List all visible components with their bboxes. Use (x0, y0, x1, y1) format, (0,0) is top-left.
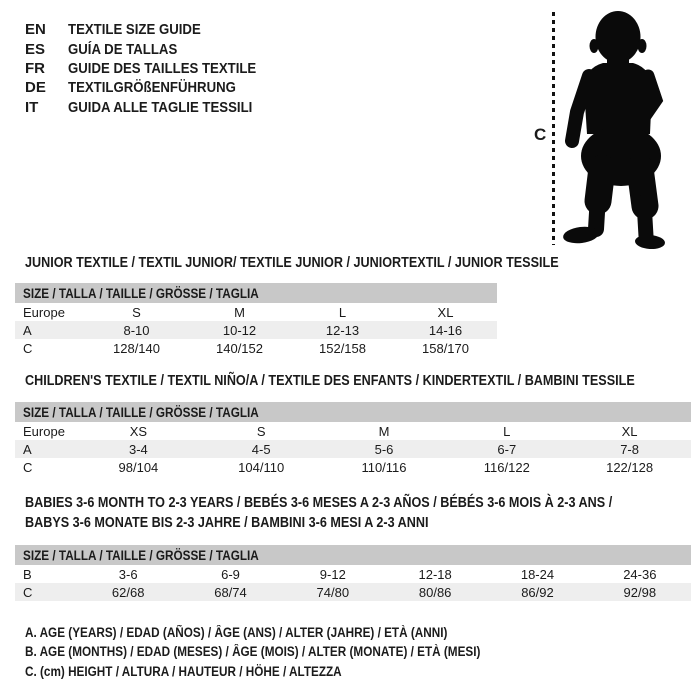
language-code: EN (25, 21, 46, 39)
language-label: GUIDA ALLE TAGLIE TESSILI (68, 98, 253, 116)
size-cell: 68/74 (214, 584, 247, 600)
table-row (15, 440, 691, 458)
language-row-es (25, 39, 282, 58)
language-code: DE (25, 79, 46, 97)
footnote-b-text: B. AGE (MONTHS) / EDAD (MESES) / ÂGE (MOIS) / ALTER (MONATE) / ETÀ (MESI) (25, 644, 481, 660)
size-cell: 86/92 (521, 584, 554, 600)
size-cell: 104/110 (238, 459, 285, 475)
size-cell: 7-8 (620, 441, 639, 457)
size-cell: 3-4 (129, 441, 148, 457)
language-row-de (25, 78, 282, 97)
row-label: C (23, 584, 33, 600)
junior-section-title (25, 254, 638, 274)
language-label: GUIDE DES TAILLES TEXTILE (68, 59, 257, 77)
size-header-bar (15, 283, 497, 303)
height-measure-label: C (534, 125, 547, 144)
footnote-c (25, 662, 548, 681)
toddler-silhouette-icon (555, 5, 695, 250)
babies-section-title-line2: BABYS 3-6 MONATE BIS 2-3 JAHRE / BAMBINI 3-6 MESI A 2-3 ANNI (25, 514, 429, 531)
size-cell: 6-9 (221, 566, 240, 582)
footnote-a-text: A. AGE (YEARS) / EDAD (AÑOS) / ÂGE (ANS) / ALTER (JAHRE) / ETÀ (ANNI) (25, 625, 448, 641)
children-section-title-text: CHILDREN'S TEXTILE / TEXTIL NIÑO/A / TEXTILE DES ENFANTS / KINDERTEXTIL / BAMBINI TESSILE (25, 373, 635, 389)
footnote-b (25, 642, 548, 661)
babies-size-table (15, 545, 691, 601)
size-cell: 122/128 (606, 459, 654, 475)
table-row (15, 321, 497, 339)
row-label: C (23, 340, 33, 356)
language-label: GUÍA DE TALLAS (68, 40, 178, 58)
size-cell: S (132, 304, 141, 320)
row-label: A (23, 441, 32, 457)
size-cell: XL (621, 423, 638, 439)
size-cell: XS (129, 423, 148, 439)
language-label: TEXTILE SIZE GUIDE (68, 21, 201, 39)
size-cell: 12-18 (418, 566, 452, 582)
language-code: IT (25, 98, 39, 116)
table-row (15, 583, 691, 601)
table-row (15, 339, 497, 357)
children-size-table (15, 402, 691, 476)
size-cell: 6-7 (497, 441, 517, 457)
size-cell: 128/140 (113, 340, 160, 356)
size-header-bar (15, 402, 691, 422)
row-label: C (23, 459, 33, 475)
size-cell: M (234, 304, 245, 320)
language-row-en (25, 20, 282, 39)
size-cell: 98/104 (118, 459, 159, 475)
row-label: Europe (23, 304, 65, 320)
footnote-c-text: C. (cm) HEIGHT / ALTURA / HAUTEUR / HÖHE / ALTEZZA (25, 663, 342, 679)
footnotes (25, 623, 548, 681)
size-cell: 152/158 (319, 340, 366, 356)
size-cell: 116/122 (483, 459, 530, 475)
size-cell: 18-24 (520, 566, 555, 582)
size-header-bar (15, 545, 691, 565)
size-cell: 14-16 (428, 322, 463, 338)
size-cell: 140/152 (216, 340, 263, 356)
size-cell: 74/80 (316, 584, 350, 600)
language-row-it (25, 98, 282, 117)
table-row (15, 565, 691, 583)
size-cell: 9-12 (319, 566, 346, 582)
size-cell: L (503, 423, 511, 439)
language-row-fr (25, 59, 282, 78)
junior-size-table (15, 283, 497, 357)
babies-section-title (25, 494, 700, 533)
size-header-text: SIZE / TALLA / TAILLE / GRÖSSE / TAGLIA (23, 285, 259, 301)
table-row (15, 422, 691, 440)
size-cell: 3-6 (118, 566, 138, 582)
row-label: A (23, 322, 32, 338)
language-list (25, 20, 282, 117)
size-cell: 12-13 (325, 322, 360, 338)
size-cell: 92/98 (623, 584, 657, 600)
size-cell: M (378, 423, 390, 439)
size-cell: S (256, 423, 266, 439)
size-cell: L (338, 304, 347, 320)
children-section-title (25, 372, 700, 392)
language-code: ES (25, 40, 46, 58)
size-cell: 8-10 (123, 322, 150, 338)
size-cell: 110/116 (361, 459, 407, 475)
size-header-text: SIZE / TALLA / TAILLE / GRÖSSE / TAGLIA (23, 547, 259, 563)
footnote-a (25, 623, 548, 642)
size-cell: 24-36 (623, 566, 657, 582)
size-cell: XL (437, 304, 454, 320)
language-label: TEXTILGRÖßENFÜHRUNG (68, 79, 236, 97)
row-label: Europe (23, 423, 65, 439)
size-cell: 10-12 (222, 322, 257, 338)
table-row (15, 303, 497, 321)
language-code: FR (25, 59, 45, 77)
babies-section-title-line1: BABIES 3-6 MONTH TO 2-3 YEARS / BEBÉS 3-6 MESES A 2-3 AÑOS / BÉBÉS 3-6 MOIS À 2-3 ANS / (25, 495, 613, 511)
size-cell: 5-6 (374, 441, 394, 457)
size-cell: 62/68 (111, 584, 145, 600)
size-header-text: SIZE / TALLA / TAILLE / GRÖSSE / TAGLIA (23, 404, 259, 420)
size-cell: 4-5 (251, 441, 271, 457)
row-label: B (23, 566, 32, 582)
junior-section-title-text: JUNIOR TEXTILE / TEXTIL JUNIOR/ TEXTILE JUNIOR / JUNIORTEXTIL / JUNIOR TESSILE (25, 255, 559, 271)
size-cell: 80/86 (418, 584, 452, 600)
size-cell: 158/170 (422, 340, 469, 356)
table-row (15, 458, 691, 476)
